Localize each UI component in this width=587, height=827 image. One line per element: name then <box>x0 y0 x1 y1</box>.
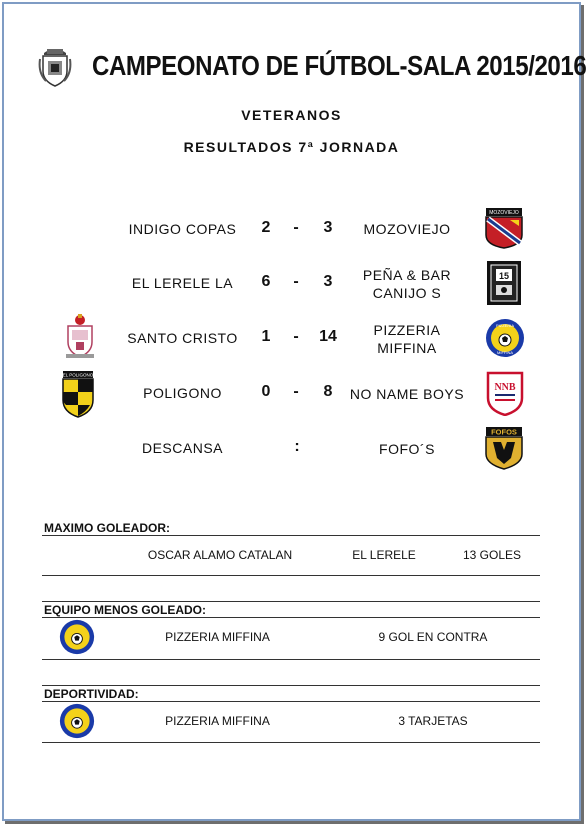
divider <box>42 617 540 618</box>
pena-canijo-crest-icon <box>485 259 523 307</box>
pizzeria-miffina-crest-icon <box>57 619 97 655</box>
fofos-crest-icon <box>485 426 523 470</box>
score-separator: - <box>293 273 299 290</box>
svg-text:FOFOS: FOFOS <box>491 427 517 437</box>
least-conceded-value: 9 GOL EN CONTRA <box>378 630 488 644</box>
least-conceded-team: PIZZERIA MIFFINA <box>165 630 270 644</box>
mozoviejo-crest-icon <box>485 207 523 249</box>
top-scorer-label: MAXIMO GOLEADOR: <box>44 521 170 535</box>
away-score: 14 <box>319 328 337 345</box>
score-separator: - <box>293 219 299 236</box>
home-score: 2 <box>261 219 271 236</box>
home-team: POLIGONO <box>143 385 222 401</box>
home-team: INDIGO COPAS <box>128 221 237 237</box>
divider <box>42 575 540 576</box>
least-conceded-label: EQUIPO MENOS GOLEADO: <box>44 603 207 617</box>
away-score: 8 <box>323 383 333 400</box>
away-team: NO NAME BOYS <box>349 386 465 402</box>
top-scorer-goals: 13 GOLES <box>462 548 522 562</box>
away-team: PEÑA & BAR CANIJO S <box>362 267 452 301</box>
divider <box>42 685 540 686</box>
top-scorer-player: OSCAR ALAMO CATALAN <box>147 548 293 562</box>
divider <box>42 601 540 602</box>
sportsmanship-value: 3 TARJETAS <box>398 714 468 728</box>
svg-text:MOZOVIEJO: MOZOVIEJO <box>489 210 519 216</box>
away-score: 3 <box>323 219 333 236</box>
svg-text:15: 15 <box>498 271 510 281</box>
divider <box>42 742 540 743</box>
divider <box>42 659 540 660</box>
away-team: PIZZERIA MIFFINA <box>373 322 441 356</box>
away-team: MOZOVIEJO <box>363 221 451 237</box>
top-scorer-team: EL LERELE <box>352 548 416 562</box>
home-team: DESCANSA <box>141 440 224 456</box>
divider <box>42 535 540 536</box>
home-score: 6 <box>261 273 271 290</box>
score-separator: - <box>293 383 299 400</box>
home-team: SANTO CRISTO <box>127 330 238 346</box>
away-team: FOFO´S <box>379 441 435 457</box>
away-score: 3 <box>323 273 333 290</box>
svg-text:NNB: NNB <box>494 382 516 393</box>
pizzeria-miffina-crest-icon <box>485 318 525 358</box>
town-crest-icon <box>38 45 72 87</box>
page-title: CAMPEONATO DE FÚTBOL-SALA 2015/2016 <box>92 50 587 81</box>
svg-text:MIFFINA: MIFFINA <box>497 350 513 355</box>
home-score: 0 <box>261 383 271 400</box>
svg-text:PIZZERIA: PIZZERIA <box>495 323 515 328</box>
home-score: 1 <box>261 328 271 345</box>
score-separator: - <box>293 328 299 345</box>
sportsmanship-team: PIZZERIA MIFFINA <box>165 714 270 728</box>
sportsmanship-label: DEPORTIVIDAD: <box>44 687 139 701</box>
home-team: EL LERELE LA <box>131 275 234 291</box>
divider <box>42 701 540 702</box>
no-name-boys-crest-icon <box>485 370 525 416</box>
category-heading: VETERANOS <box>241 107 342 123</box>
svg-text:EL POLIGONO: EL POLIGONO <box>62 372 94 378</box>
pizzeria-miffina-crest-icon <box>57 703 97 739</box>
score-separator: : <box>294 438 300 455</box>
round-heading: RESULTADOS 7ª JORNADA <box>183 139 400 155</box>
